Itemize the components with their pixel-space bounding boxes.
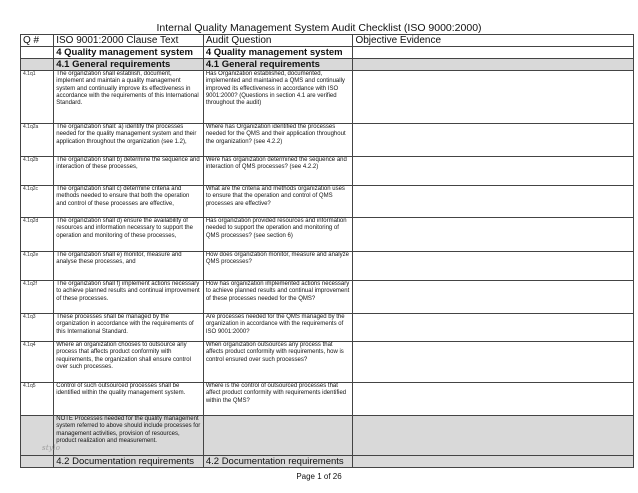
objective-evidence-cell[interactable] — [353, 252, 634, 281]
table-row — [21, 281, 634, 314]
objective-evidence-cell[interactable] — [353, 342, 634, 383]
question-id: 4.1q2d — [21, 218, 54, 252]
table-row — [21, 186, 634, 218]
table-row — [21, 342, 634, 383]
objective-evidence-cell[interactable] — [353, 383, 634, 416]
audit-question: When organization outsources any process that affects product conformity with requirements, how is control ensured over such processes? — [203, 342, 353, 383]
objective-evidence-cell[interactable] — [353, 71, 634, 124]
clause-text: These processes shall be managed by the organization in accordance with the requirements of this International Standard. — [54, 314, 204, 342]
header-audit-question: Audit Question — [203, 35, 353, 47]
audit-question: Where is the control of outsourced processes that affect product conformity with requirements identified within the QMS? — [203, 383, 353, 416]
section-question-qms: 4 Quality management system — [203, 47, 353, 59]
note-row — [21, 416, 634, 456]
note-text: NOTE Processes needed for the quality management system referred to above should include processes for management activities, provision of resources, product realization and measurement. — [54, 416, 204, 456]
question-id: 4.1q2e — [21, 252, 54, 281]
section-clause-general: 4.1 General requirements — [54, 59, 204, 71]
question-id: 4.1q2b — [21, 157, 54, 186]
audit-question: Where has Organization identified the processes needed for the QMS and their application throughout the organization? (see 4.2.2) — [203, 124, 353, 157]
objective-evidence-cell[interactable] — [353, 281, 634, 314]
audit-question: Were has organization determined the sequence and interaction of QMS processes? (see 4.2.2) — [203, 157, 353, 186]
audit-checklist-table — [20, 34, 634, 468]
section-clause-documentation: 4.2 Documentation requirements — [54, 456, 204, 468]
question-id: 4.1q2c — [21, 186, 54, 218]
table-row — [21, 71, 634, 124]
section-row-documentation — [21, 456, 634, 468]
document-title: Internal Quality Management System Audit Checklist (ISO 9000:2000) — [156, 22, 482, 34]
audit-question: How does organization monitor, measure and analyze QMS processes? — [203, 252, 353, 281]
clause-text: The organization shall: a) identify the processes needed for the quality management system and their application throughout the organization (see 1.2), — [54, 124, 204, 157]
table-row — [21, 124, 634, 157]
audit-question: Has organization provided resources and information needed to support the operation and monitoring of QMS processes? (see section 6) — [203, 218, 353, 252]
audit-question: How has organization implemented actions necessary to achieve planned results and continual improvement of these processes needed for the QMS? — [203, 281, 353, 314]
header-objective-evidence: Objective Evidence — [353, 35, 634, 47]
page-footer: Page 1 of 26 — [296, 472, 342, 481]
clause-text: The organization shall establish, document, implement and maintain a quality management system and continually improve its effectiveness in accordance with the requirements of this International Standard. — [54, 71, 204, 124]
objective-evidence-cell[interactable] — [353, 186, 634, 218]
question-id: 4.1q3 — [21, 314, 54, 342]
clause-text: Control of such outsourced processes shall be identified within the quality management system. — [54, 383, 204, 416]
header-clause-text: ISO 9001:2000 Clause Text — [54, 35, 204, 47]
objective-evidence-cell[interactable] — [353, 124, 634, 157]
clause-text: The organization shall f) implement actions necessary to achieve planned results and continual improvement of these processes. — [54, 281, 204, 314]
question-id: 4.1q4 — [21, 342, 54, 383]
section-question-general: 4.1 General requirements — [203, 59, 353, 71]
section-row-qms — [21, 47, 634, 59]
header-row — [21, 35, 634, 47]
clause-text: The organization shall b) determine the sequence and interaction of these processes, — [54, 157, 204, 186]
audit-question: What are the criteria and methods organization uses to ensure that the operation and control of QMS processes are effective? — [203, 186, 353, 218]
audit-question: Are processes needed for the QMS managed by the organization in accordance with the requirements of ISO 9001:2000? — [203, 314, 353, 342]
clause-text: Where an organization chooses to outsource any process that affects product conformity with requirements, the organization shall ensure control over such processes. — [54, 342, 204, 383]
clause-text: The organization shall c) determine criteria and methods needed to ensure that both the operation and control of these processes are effective, — [54, 186, 204, 218]
question-id: 4.1q5 — [21, 383, 54, 416]
header-q-number: Q # — [21, 35, 54, 47]
table-row — [21, 314, 634, 342]
question-id: 4.1q1 — [21, 71, 54, 124]
table-row — [21, 383, 634, 416]
question-id: 4.1q2f — [21, 281, 54, 314]
question-id: 4.1q2a — [21, 124, 54, 157]
table-row — [21, 252, 634, 281]
objective-evidence-cell[interactable] — [353, 218, 634, 252]
clause-text: The organization shall e) monitor, measure and analyse these processes, and — [54, 252, 204, 281]
watermark-logo: stylo — [42, 444, 61, 452]
table-row — [21, 157, 634, 186]
objective-evidence-cell[interactable] — [353, 314, 634, 342]
objective-evidence-cell[interactable] — [353, 157, 634, 186]
section-clause-qms: 4 Quality management system — [54, 47, 204, 59]
section-row-general — [21, 59, 634, 71]
table-row — [21, 218, 634, 252]
audit-question: Has Organization established, documented, implemented and maintained a QMS and continually improved its effectiveness in accordance with ISO 9001:2000? (Questions in section 4.1 are verified throughout the audit) — [203, 71, 353, 124]
clause-text: The organization shall d) ensure the availability of resources and information necessary to support the operation and monitoring of these processes, — [54, 218, 204, 252]
section-question-documentation: 4.2 Documentation requirements — [203, 456, 353, 468]
